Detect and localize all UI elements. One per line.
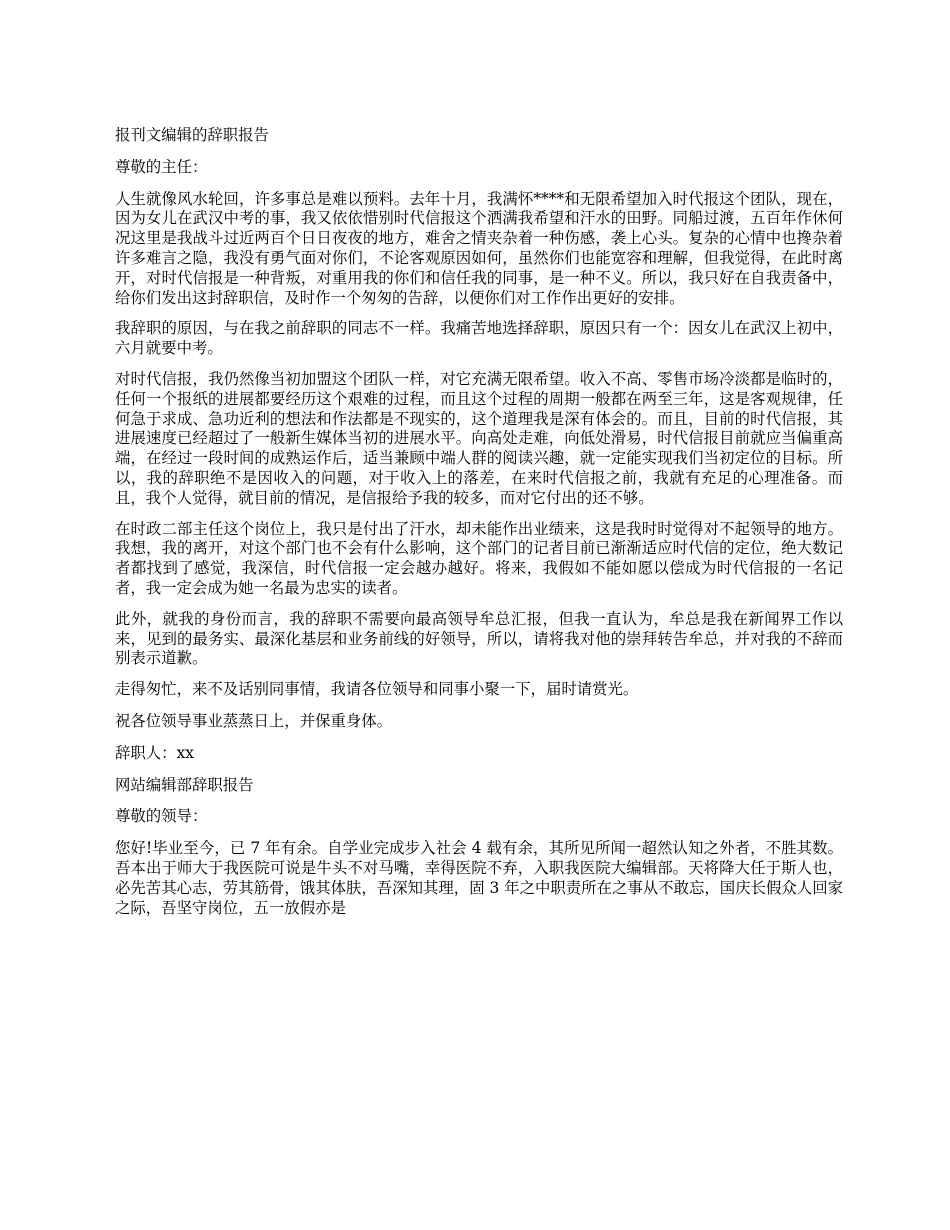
paragraph: 我辞职的原因，与在我之前辞职的同志不一样。我痛苦地选择辞职，原因只有一个：因女儿在武汉上初中，六月就要中考。 bbox=[115, 319, 843, 358]
signature: 辞职人：xx bbox=[115, 743, 194, 762]
paragraph: 走得匆忙，来不及话别同事情，我请各位领导和同事小聚一下，届时请赏光。 bbox=[115, 680, 639, 699]
document-body bbox=[115, 126, 843, 929]
doc-title: 报刊文编辑的辞职报告 bbox=[115, 126, 269, 144]
closing-wish: 祝各位领导事业蒸蒸日上，并保重身体。 bbox=[115, 711, 393, 730]
paragraph: 对时代信报，我仍然像当初加盟这个团队一样，对它充满无限希望。收入不高、零售市场冷淡都是临时的，任何一个报纸的进展都要经历这个艰难的过程，而且这个过程的周期一般都在两至三年，这是客观规律，任何急于求成、急功近利的想法和作法都是不现实的，这个道理我是深有体会的。而且，目前的时代信报，其进展速度已经超过了一般新生媒体当初的进展水平。向高处走难，向低处滑易，时代信报目前就应当偏重高端，在经过一段时间的成熟运作后，适当兼顾中端人群的阅读兴趣，就一定能实现我们当初定位的目标。所以，我的辞职绝不是因收入的问题，对于收入上的落差，在来时代信报之前，我就有充足的心理准备。而且，我个人觉得，就目前的情况，是信报给予我的较多，而对它付出的还不够。 bbox=[115, 369, 843, 507]
paragraph: 此外，就我的身份而言，我的辞职不需要向最高领导牟总汇报，但我一直认为，牟总是我在新闻界工作以来，见到的最务实、最深化基层和业务前线的好领导，所以，请将我对他的崇拜转告牟总，并对我的不辞而别表示道歉。 bbox=[115, 609, 843, 668]
salutation: 尊敬的主任： bbox=[115, 157, 208, 176]
paragraph: 在时政二部主任这个岗位上，我只是付出了汗水，却未能作出业绩来，这是我时时觉得对不起领导的地方。我想，我的离开，对这个部门也不会有什么影响，这个部门的记者目前已渐渐适应时代信的定位，绝大数记者都找到了感觉，我深信，时代信报一定会越办越好。将来，我假如不能如愿以偿成为时代信报的一名记者，我一定会成为她一名最为忠实的读者。 bbox=[115, 519, 843, 597]
doc-title-2: 网站编辑部辞职报告 bbox=[115, 775, 254, 794]
paragraph: 人生就像风水轮回，许多事总是难以预料。去年十月，我满怀****和无限希望加入时代报这个团队，现在，因为女儿在武汉中考的事，我又依依惜别时代信报这个洒满我希望和汗水的田野。同船过渡，五百年作休何况这里是我战斗过近两百个日日夜夜的地方，难舍之情夹杂着一种伤感，袭上心头。复杂的心情中也搀杂着许多难言之隐，我没有勇气面对你们，不论客观原因如何，虽然你们也能宽容和理解，但我觉得，在此时离开，对时代信报是一种背叛，对重用我的你们和信任我的同事，是一种不义。所以，我只好在自我责备中，给你们发出这封辞职信，及时作一个匆匆的告辞，以便你们对工作作出更好的安排。 bbox=[115, 189, 843, 307]
salutation-2: 尊敬的领导： bbox=[115, 807, 208, 826]
paragraph: 您好!毕业至今，已 7 年有余。自学业完成步入社会 4 载有余，其所见所闻一超然认知之外者，不胜其数。吾本出于师大于我医院可说是牛头不对马嘴，幸得医院不弃，入职我医院大编辑部。天将降大任于斯人也，必先苦其心志，劳其筋骨，饿其体肤，吾深知其理，固 3 年之中职责所在之事从不敢忘，国庆长假众人回家之际，吾坚守岗位，五一放假亦是 bbox=[115, 839, 843, 917]
